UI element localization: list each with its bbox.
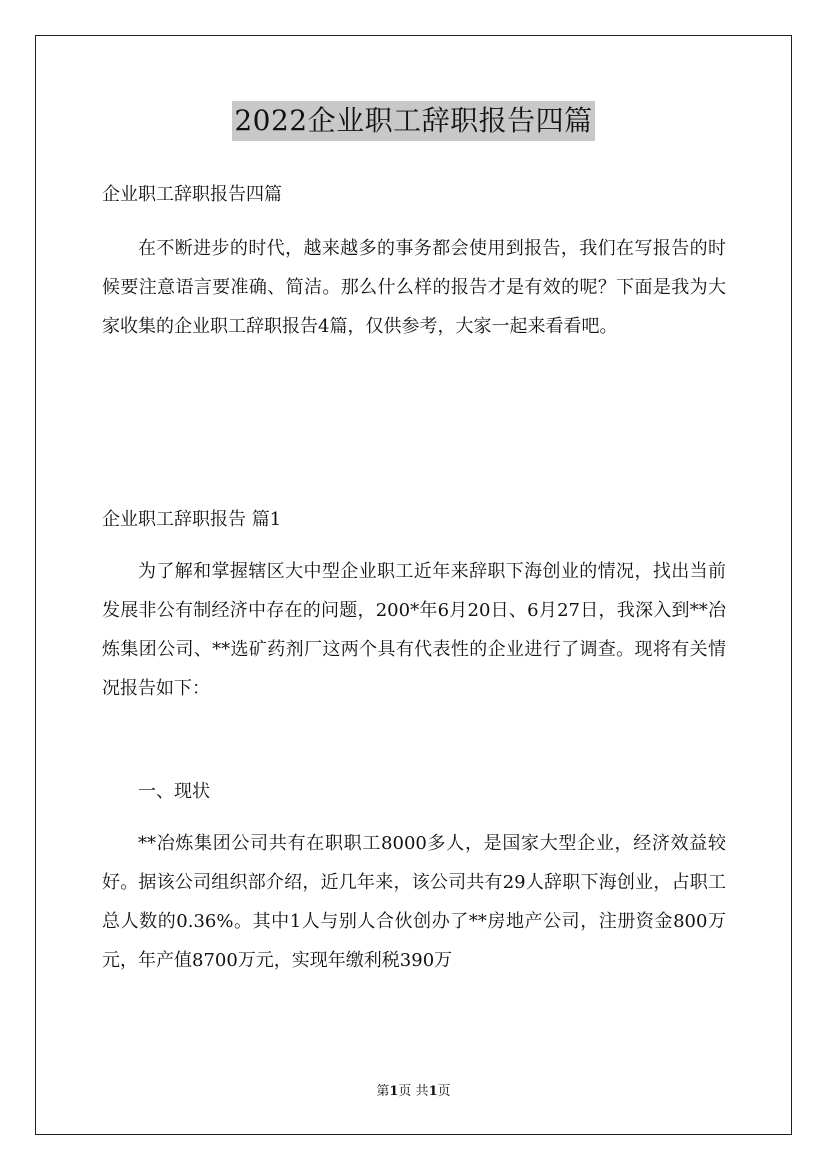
page-number-current: 1 [389, 1084, 399, 1099]
page-number-total: 1 [428, 1084, 438, 1099]
section-paragraph: **冶炼集团公司共有在职职工8000多人，是国家大型企业，经济效益较好。据该公司组织部介绍，近几年来，该公司共有29人辞职下海创业，占职工总人数的0.36%。其中1人与别人合伙创办了**房地产公司，注册资金800万元，年产值8700万元，实现年缴利税390万 [102, 833, 726, 971]
page-footer [0, 1083, 827, 1101]
intro-paragraph: 在不断进步的时代，越来越多的事务都会使用到报告，我们在写报告的时候要注意语言要准确、简洁。那么什么样的报告才是有效的呢？下面是我为大家收集的企业职工辞职报告4篇，仅供参考，大家一起来看看吧。 [102, 238, 726, 337]
page-label-mid: 页 共 [398, 1084, 429, 1099]
subheading: 一、现状 [138, 781, 210, 802]
section-heading: 企业职工辞职报告 篇1 [102, 509, 282, 530]
document-title-container [0, 101, 827, 141]
document-subtitle: 企业职工辞职报告四篇 [102, 184, 282, 205]
page-label-suffix: 页 [437, 1084, 451, 1099]
section-paragraph: 为了解和掌握辖区大中型企业职工近年来辞职下海创业的情况，找出当前发展非公有制经济中存在的问题，200*年6月20日、6月27日，我深入到**冶炼集团公司、**选矿药剂厂这两个具有代表性的企业进行了调查。现将有关情况报告如下： [102, 561, 726, 699]
document-title: 2022企业职工辞职报告四篇 [232, 101, 594, 141]
page-label-prefix: 第 [376, 1084, 390, 1099]
